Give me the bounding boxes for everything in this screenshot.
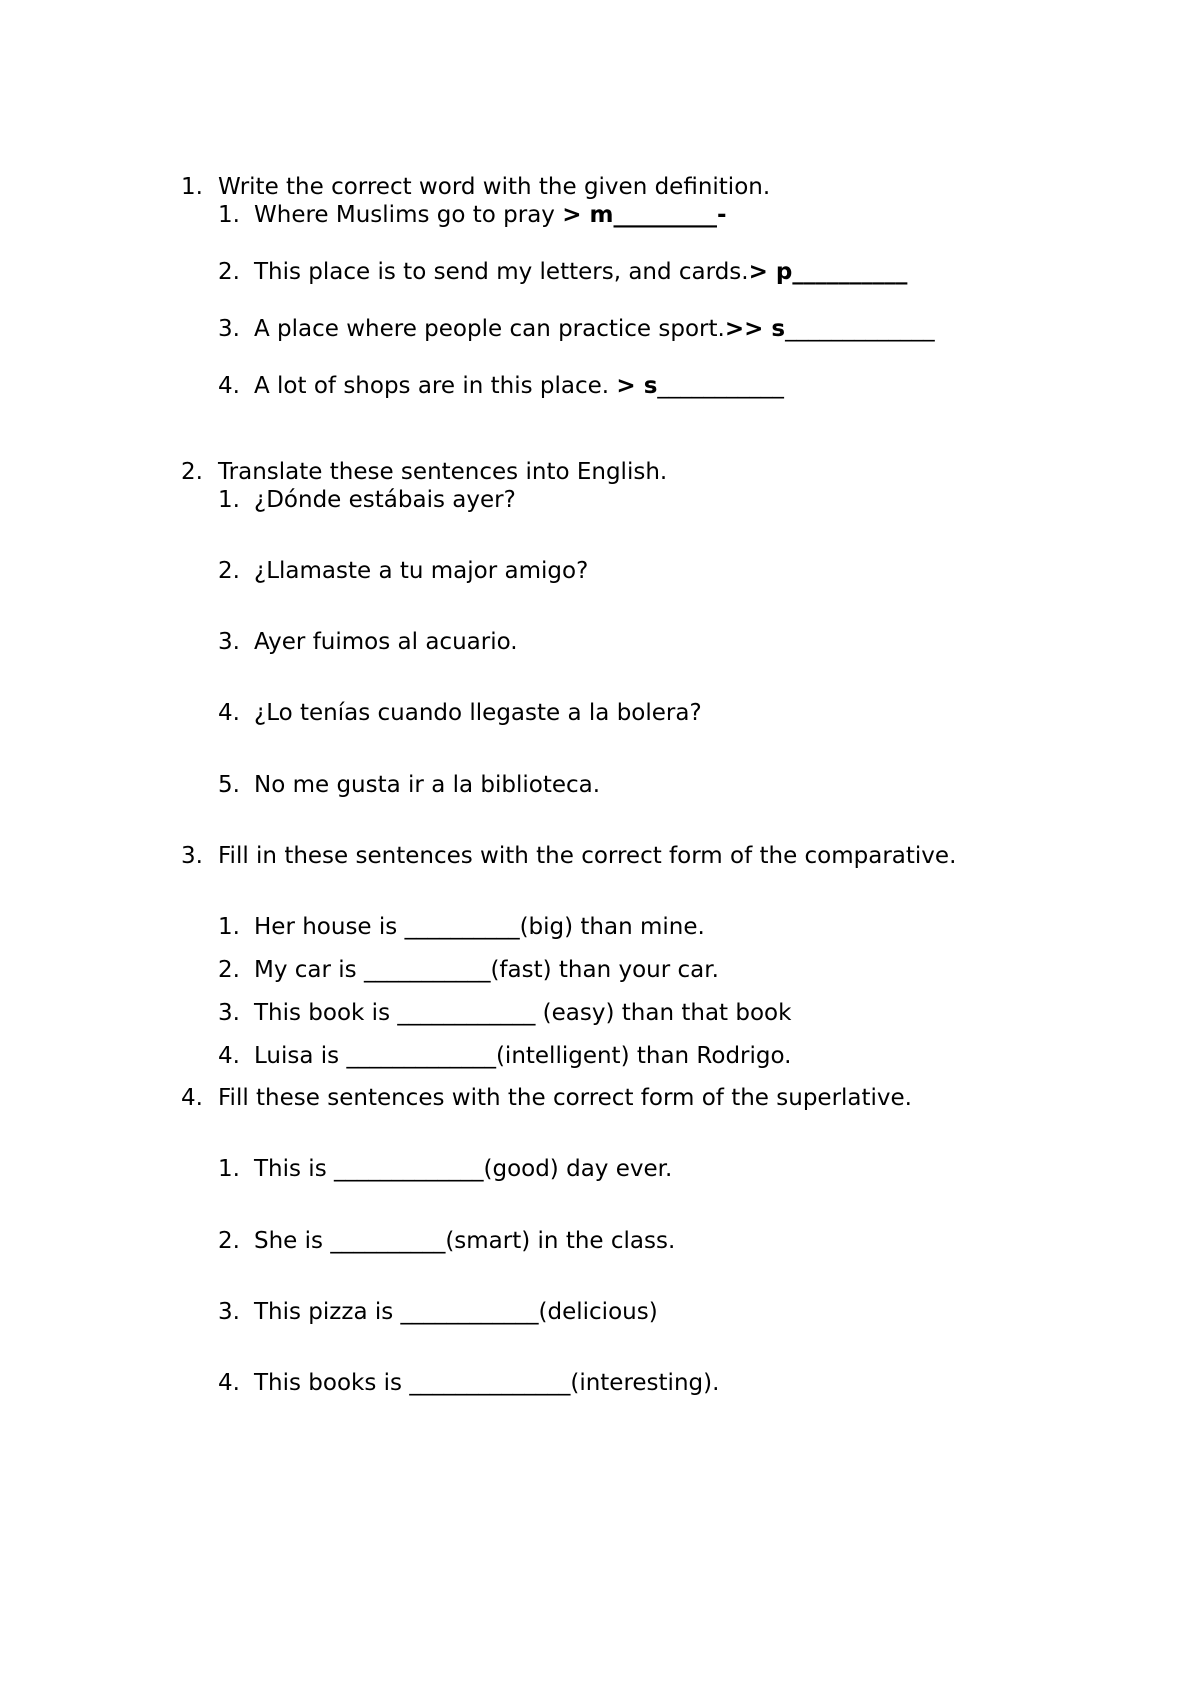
section-number: 1. [181,174,203,200]
list-item [254,258,907,286]
list-item: She is __________(smart) in the class. [254,1228,676,1254]
section-title: Translate these sentences into English. [218,459,668,485]
list-item: ¿Lo tenías cuando llegaste a la bolera? [254,700,702,726]
item-answer-hint: > p__________ [748,259,908,285]
item-number: 2. [218,558,240,584]
list-item: Luisa is _____________(intelligent) than Rodrigo. [254,1043,792,1069]
list-item: ¿Dónde estábais ayer? [254,487,516,513]
item-answer-hint: >> s [724,316,786,342]
item-text: A place where people can practice sport. [254,316,725,342]
section-title: Fill these sentences with the correct form of the superlative. [218,1085,912,1111]
item-number: 4. [218,1370,240,1396]
item-number: 2. [218,957,240,983]
item-number: 3. [218,316,240,342]
section-number: 3. [181,843,203,869]
section-title: Fill in these sentences with the correct form of the comparative. [218,843,957,869]
list-item: This book is ____________ (easy) than that book [254,1000,792,1026]
item-number: 4. [218,700,240,726]
item-number: 1. [218,914,240,940]
item-number: 1. [218,202,240,228]
item-answer-hint: > s [616,373,658,399]
item-number: 3. [218,1299,240,1325]
list-item: Ayer fuimos al acuario. [254,629,518,655]
list-item: No me gusta ir a la biblioteca. [254,772,601,798]
item-number: 4. [218,373,240,399]
item-answer-hint: > m_________- [562,202,727,228]
item-number: 5. [218,772,240,798]
list-item: This pizza is ____________(delicious) [254,1299,658,1325]
list-item: My car is ___________(fast) than your car. [254,957,719,983]
item-text: This place is to send my letters, and cards. [254,259,749,285]
section-title: Write the correct word with the given definition. [218,174,771,200]
item-number: 2. [218,259,240,285]
list-item: Her house is __________(big) than mine. [254,914,705,940]
list-item: ¿Llamaste a tu major amigo? [254,558,589,584]
list-item: This books is ______________(interesting). [254,1370,720,1396]
item-blank: _____________ [785,316,935,342]
section-number: 4. [181,1085,203,1111]
list-item [254,372,784,400]
item-blank: ___________ [657,373,784,399]
section-number: 2. [181,459,203,485]
list-item [254,201,727,229]
item-text: Where Muslims go to pray [254,202,563,228]
item-number: 1. [218,487,240,513]
item-number: 3. [218,629,240,655]
list-item [254,315,935,343]
item-number: 4. [218,1043,240,1069]
item-text: A lot of shops are in this place. [254,373,617,399]
item-number: 1. [218,1156,240,1182]
list-item: This is _____________(good) day ever. [254,1156,673,1182]
item-number: 2. [218,1228,240,1254]
item-number: 3. [218,1000,240,1026]
